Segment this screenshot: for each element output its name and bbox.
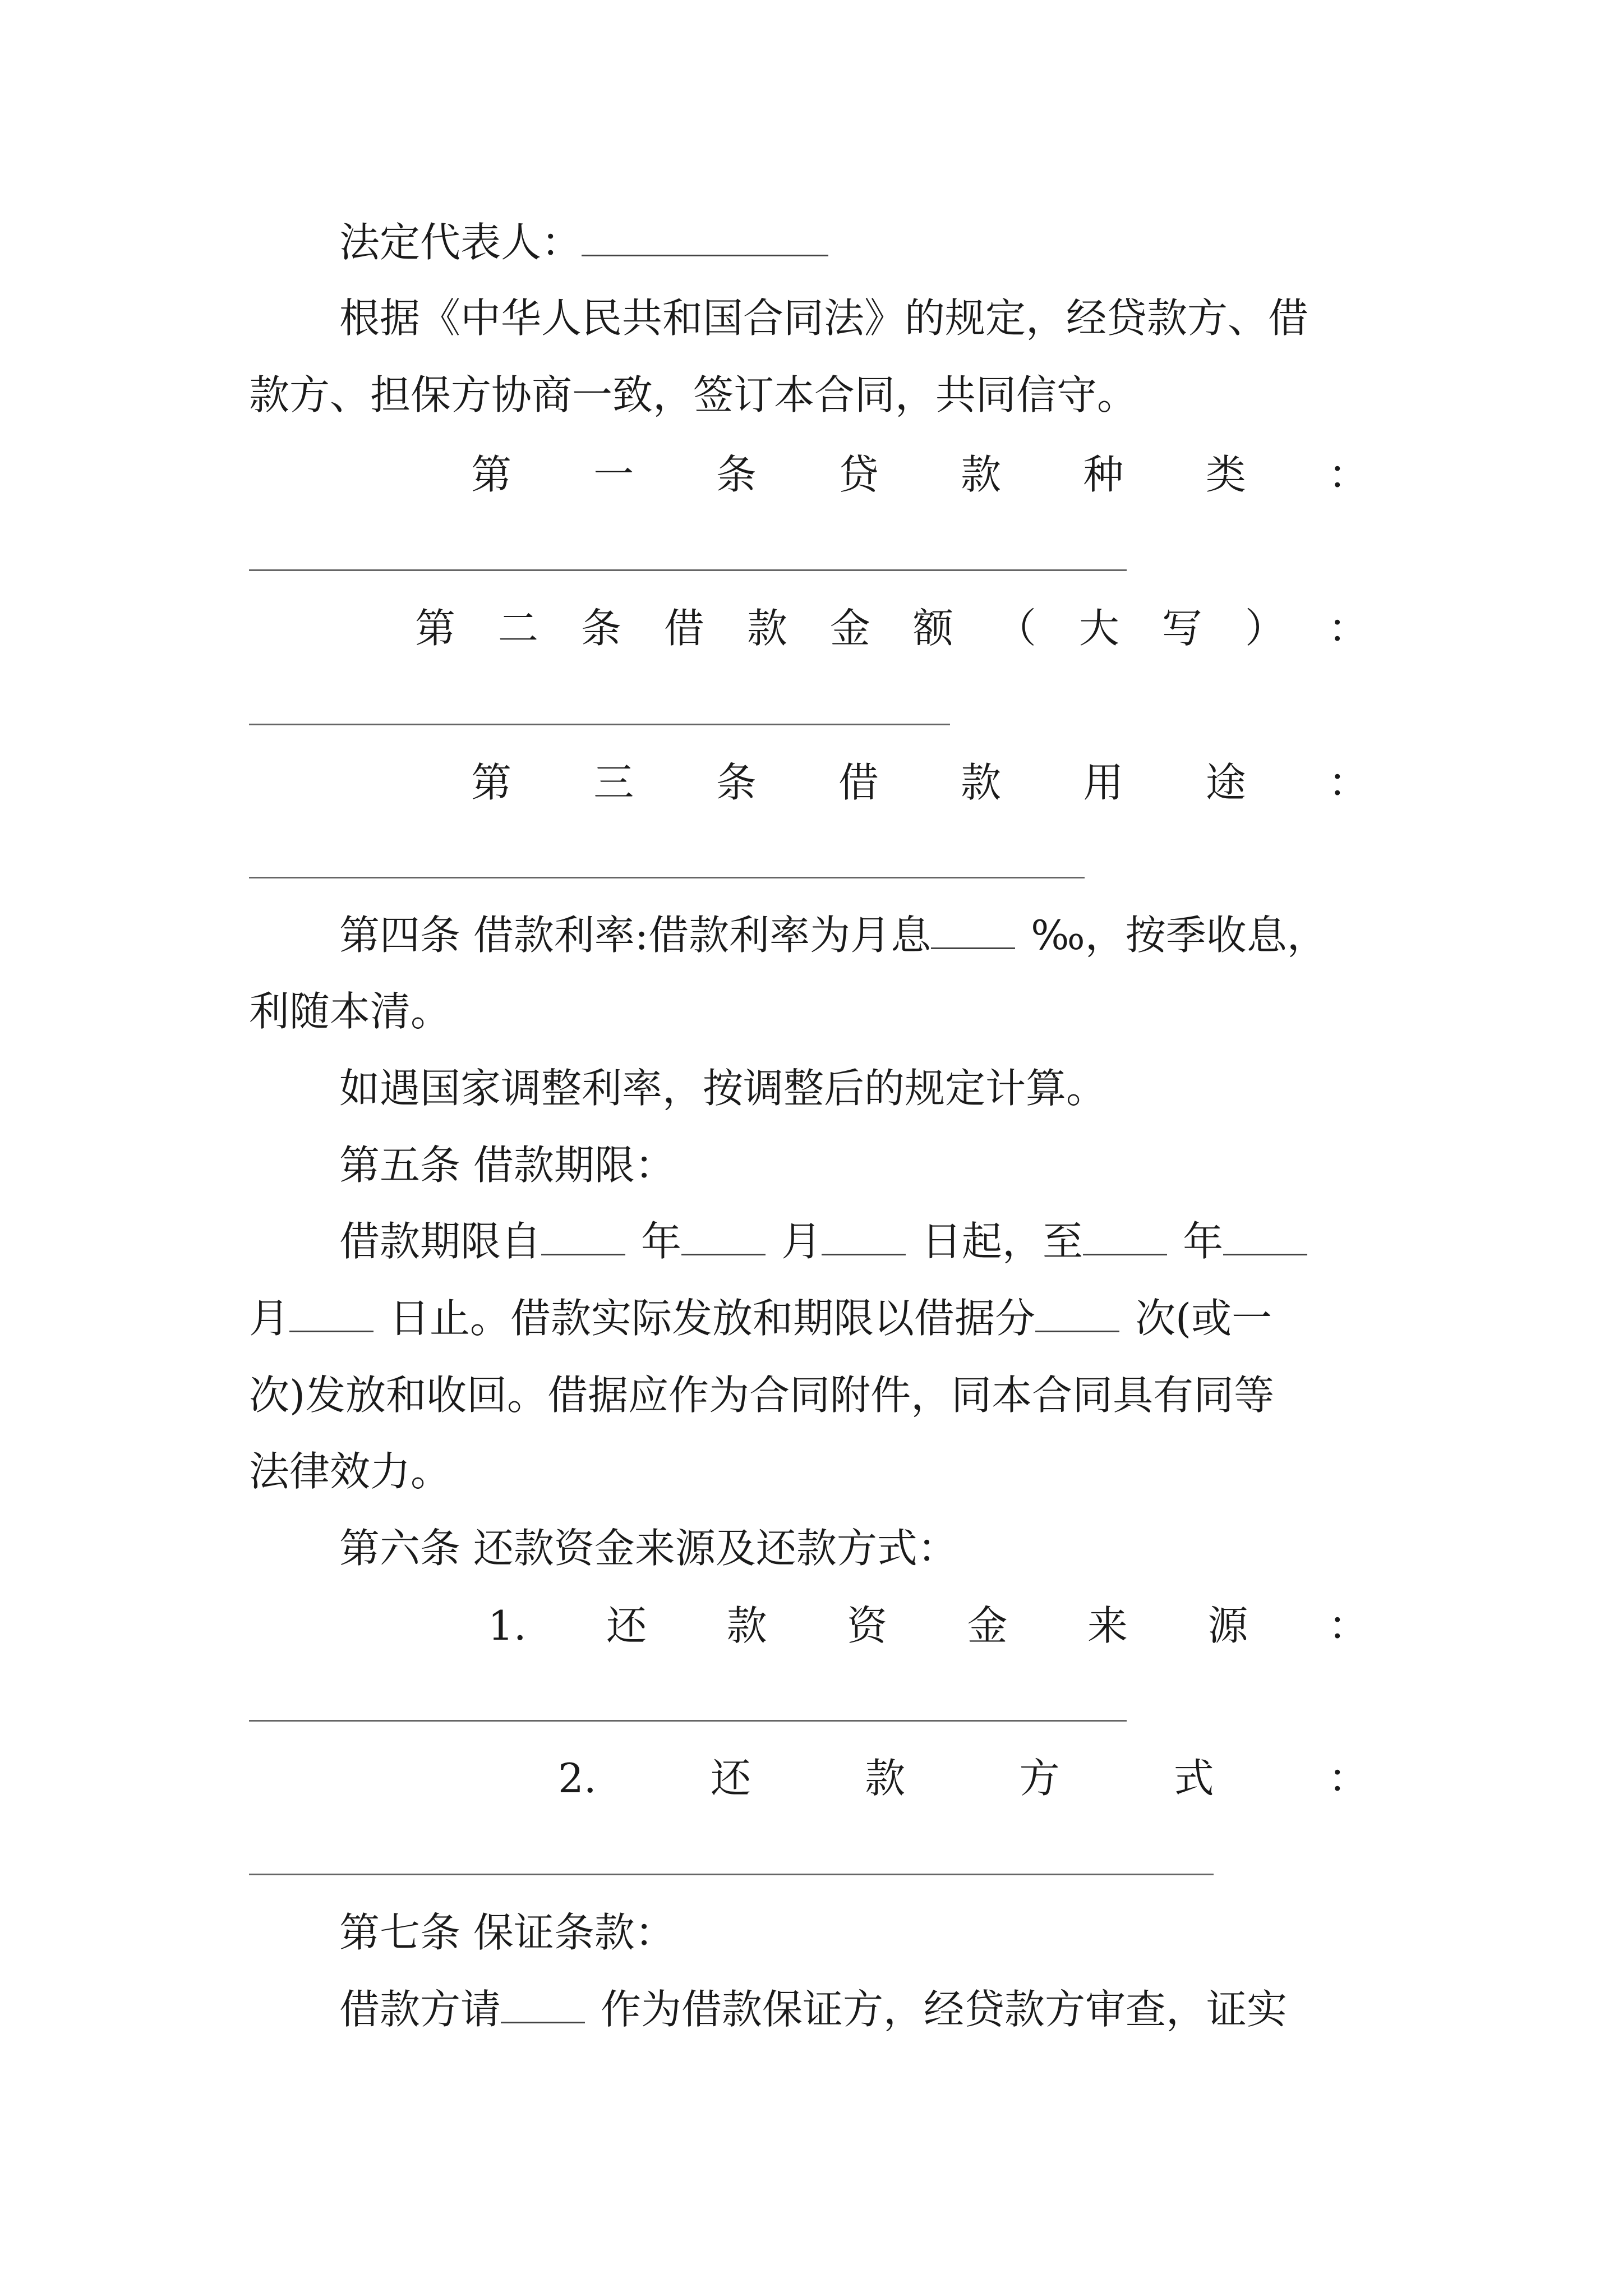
heading-char: 金 bbox=[967, 1602, 1008, 1649]
article-5-line-2 bbox=[249, 1285, 1623, 1352]
article-5-text-end: 次(或一 bbox=[1135, 1295, 1272, 1342]
heading-char: 金 bbox=[829, 605, 870, 652]
heading-char: ： bbox=[1327, 451, 1368, 498]
article-6-item-2-blank-line bbox=[249, 1874, 1214, 1875]
heading-char: 借 bbox=[838, 759, 879, 806]
heading-char: 款 bbox=[726, 1602, 767, 1649]
article-6-item-1-blank-line bbox=[249, 1720, 1127, 1722]
article-3-heading bbox=[471, 749, 1368, 816]
article-5-month-label: 月 bbox=[781, 1218, 822, 1265]
end-month-blank bbox=[1223, 1221, 1307, 1255]
heading-char: 款 bbox=[865, 1755, 906, 1802]
article-4-note: 如遇国家调整利率，按调整后的规定计算。 bbox=[339, 1065, 1107, 1112]
interest-rate-blank bbox=[931, 915, 1015, 949]
heading-char: 还 bbox=[606, 1602, 647, 1649]
article-5-line-4: 法律效力。 bbox=[249, 1448, 451, 1495]
heading-char: 资 bbox=[847, 1602, 888, 1649]
start-day-blank bbox=[822, 1221, 906, 1255]
legal-representative-blank bbox=[582, 222, 828, 256]
heading-char: 写 bbox=[1161, 605, 1202, 652]
article-5-year-label: 年 bbox=[641, 1218, 682, 1265]
installments-blank bbox=[1035, 1298, 1119, 1332]
article-5-line-1 bbox=[339, 1208, 1623, 1275]
article-7-line-1 bbox=[339, 1976, 1623, 2043]
article-4-text-b: ‰，按季收息， bbox=[1031, 912, 1327, 959]
article-6-title: 第六条 还款资金来源及还款方式： bbox=[339, 1525, 958, 1572]
heading-char: 方 bbox=[1019, 1755, 1060, 1802]
legal-representative-line bbox=[339, 209, 1623, 276]
heading-char: 借 bbox=[663, 605, 704, 652]
heading-char: 款 bbox=[746, 605, 787, 652]
intro-line-1: 根据《中华人民共和国合同法》的规定，经贷款方、借 bbox=[339, 295, 1309, 342]
heading-char: 第 bbox=[471, 759, 512, 806]
article-5-end-month-label: 月 bbox=[249, 1295, 290, 1342]
heading-char: 大 bbox=[1078, 605, 1119, 652]
article-4-line-2: 利随本清。 bbox=[249, 988, 451, 1035]
legal-representative-label: 法定代表人： bbox=[339, 219, 582, 266]
article-1-blank-line bbox=[249, 569, 1127, 571]
heading-char: 用 bbox=[1083, 759, 1124, 806]
heading-char: ： bbox=[1327, 1602, 1368, 1649]
article-4-text-a: 第四条 借款利率:借款利率为月息 bbox=[339, 912, 932, 959]
heading-char: 1. bbox=[488, 1602, 527, 1649]
heading-char: 第 bbox=[471, 451, 512, 498]
heading-char: （ bbox=[995, 605, 1036, 652]
article-5-line-3: 次)发放和收回。借据应作为合同附件，同本合同具有同等 bbox=[249, 1372, 1275, 1419]
heading-char: 条 bbox=[580, 605, 621, 652]
article-7-text-end: 作为借款保证方，经贷款方审查，证实 bbox=[601, 1986, 1288, 2033]
heading-char: 式 bbox=[1173, 1755, 1214, 1802]
heading-char: 2. bbox=[558, 1755, 597, 1802]
article-5-title: 第五条 借款期限： bbox=[339, 1142, 675, 1189]
heading-char: 条 bbox=[716, 759, 757, 806]
article-6-item-2 bbox=[558, 1745, 1368, 1812]
heading-char: 贷 bbox=[838, 451, 879, 498]
guarantor-blank bbox=[501, 1989, 585, 2023]
article-3-blank-line bbox=[249, 877, 1085, 878]
article-2-heading bbox=[415, 595, 1368, 662]
heading-char: 种 bbox=[1083, 451, 1124, 498]
heading-char: 款 bbox=[961, 451, 1002, 498]
article-7-text-start: 借款方请 bbox=[339, 1986, 501, 2033]
article-5-end-year-label: 年 bbox=[1183, 1218, 1224, 1265]
article-1-heading bbox=[471, 441, 1368, 508]
article-6-item-1 bbox=[488, 1592, 1368, 1659]
end-year-blank bbox=[1083, 1221, 1167, 1255]
heading-char: 三 bbox=[593, 759, 634, 806]
heading-char: 途 bbox=[1205, 759, 1246, 806]
heading-char: 条 bbox=[716, 451, 757, 498]
heading-char: ： bbox=[1327, 759, 1368, 806]
article-4-line-1 bbox=[339, 901, 1623, 969]
article-7-title: 第七条 保证条款： bbox=[339, 1909, 675, 1956]
heading-char: ） bbox=[1244, 605, 1285, 652]
heading-char: 一 bbox=[593, 451, 634, 498]
heading-char: 额 bbox=[912, 605, 953, 652]
article-5-until-text: 日起，至 bbox=[921, 1218, 1083, 1265]
heading-char: 类 bbox=[1205, 451, 1246, 498]
heading-char: 二 bbox=[497, 605, 538, 652]
article-5-text-start: 借款期限自 bbox=[339, 1218, 542, 1265]
article-5-text-middle: 日止。借款实际发放和期限以借据分 bbox=[389, 1295, 1036, 1342]
end-day-blank bbox=[289, 1298, 374, 1332]
heading-char: ： bbox=[1327, 1755, 1368, 1802]
heading-char: 第 bbox=[415, 605, 456, 652]
heading-char: ： bbox=[1327, 605, 1368, 652]
article-2-blank-line bbox=[249, 724, 950, 725]
start-month-blank bbox=[681, 1221, 766, 1255]
heading-char: 源 bbox=[1207, 1602, 1248, 1649]
heading-char: 来 bbox=[1087, 1602, 1128, 1649]
heading-char: 款 bbox=[961, 759, 1002, 806]
heading-char: 还 bbox=[710, 1755, 751, 1802]
intro-line-2: 款方、担保方协商一致，签订本合同，共同信守。 bbox=[249, 371, 1138, 418]
start-year-blank bbox=[541, 1221, 625, 1255]
